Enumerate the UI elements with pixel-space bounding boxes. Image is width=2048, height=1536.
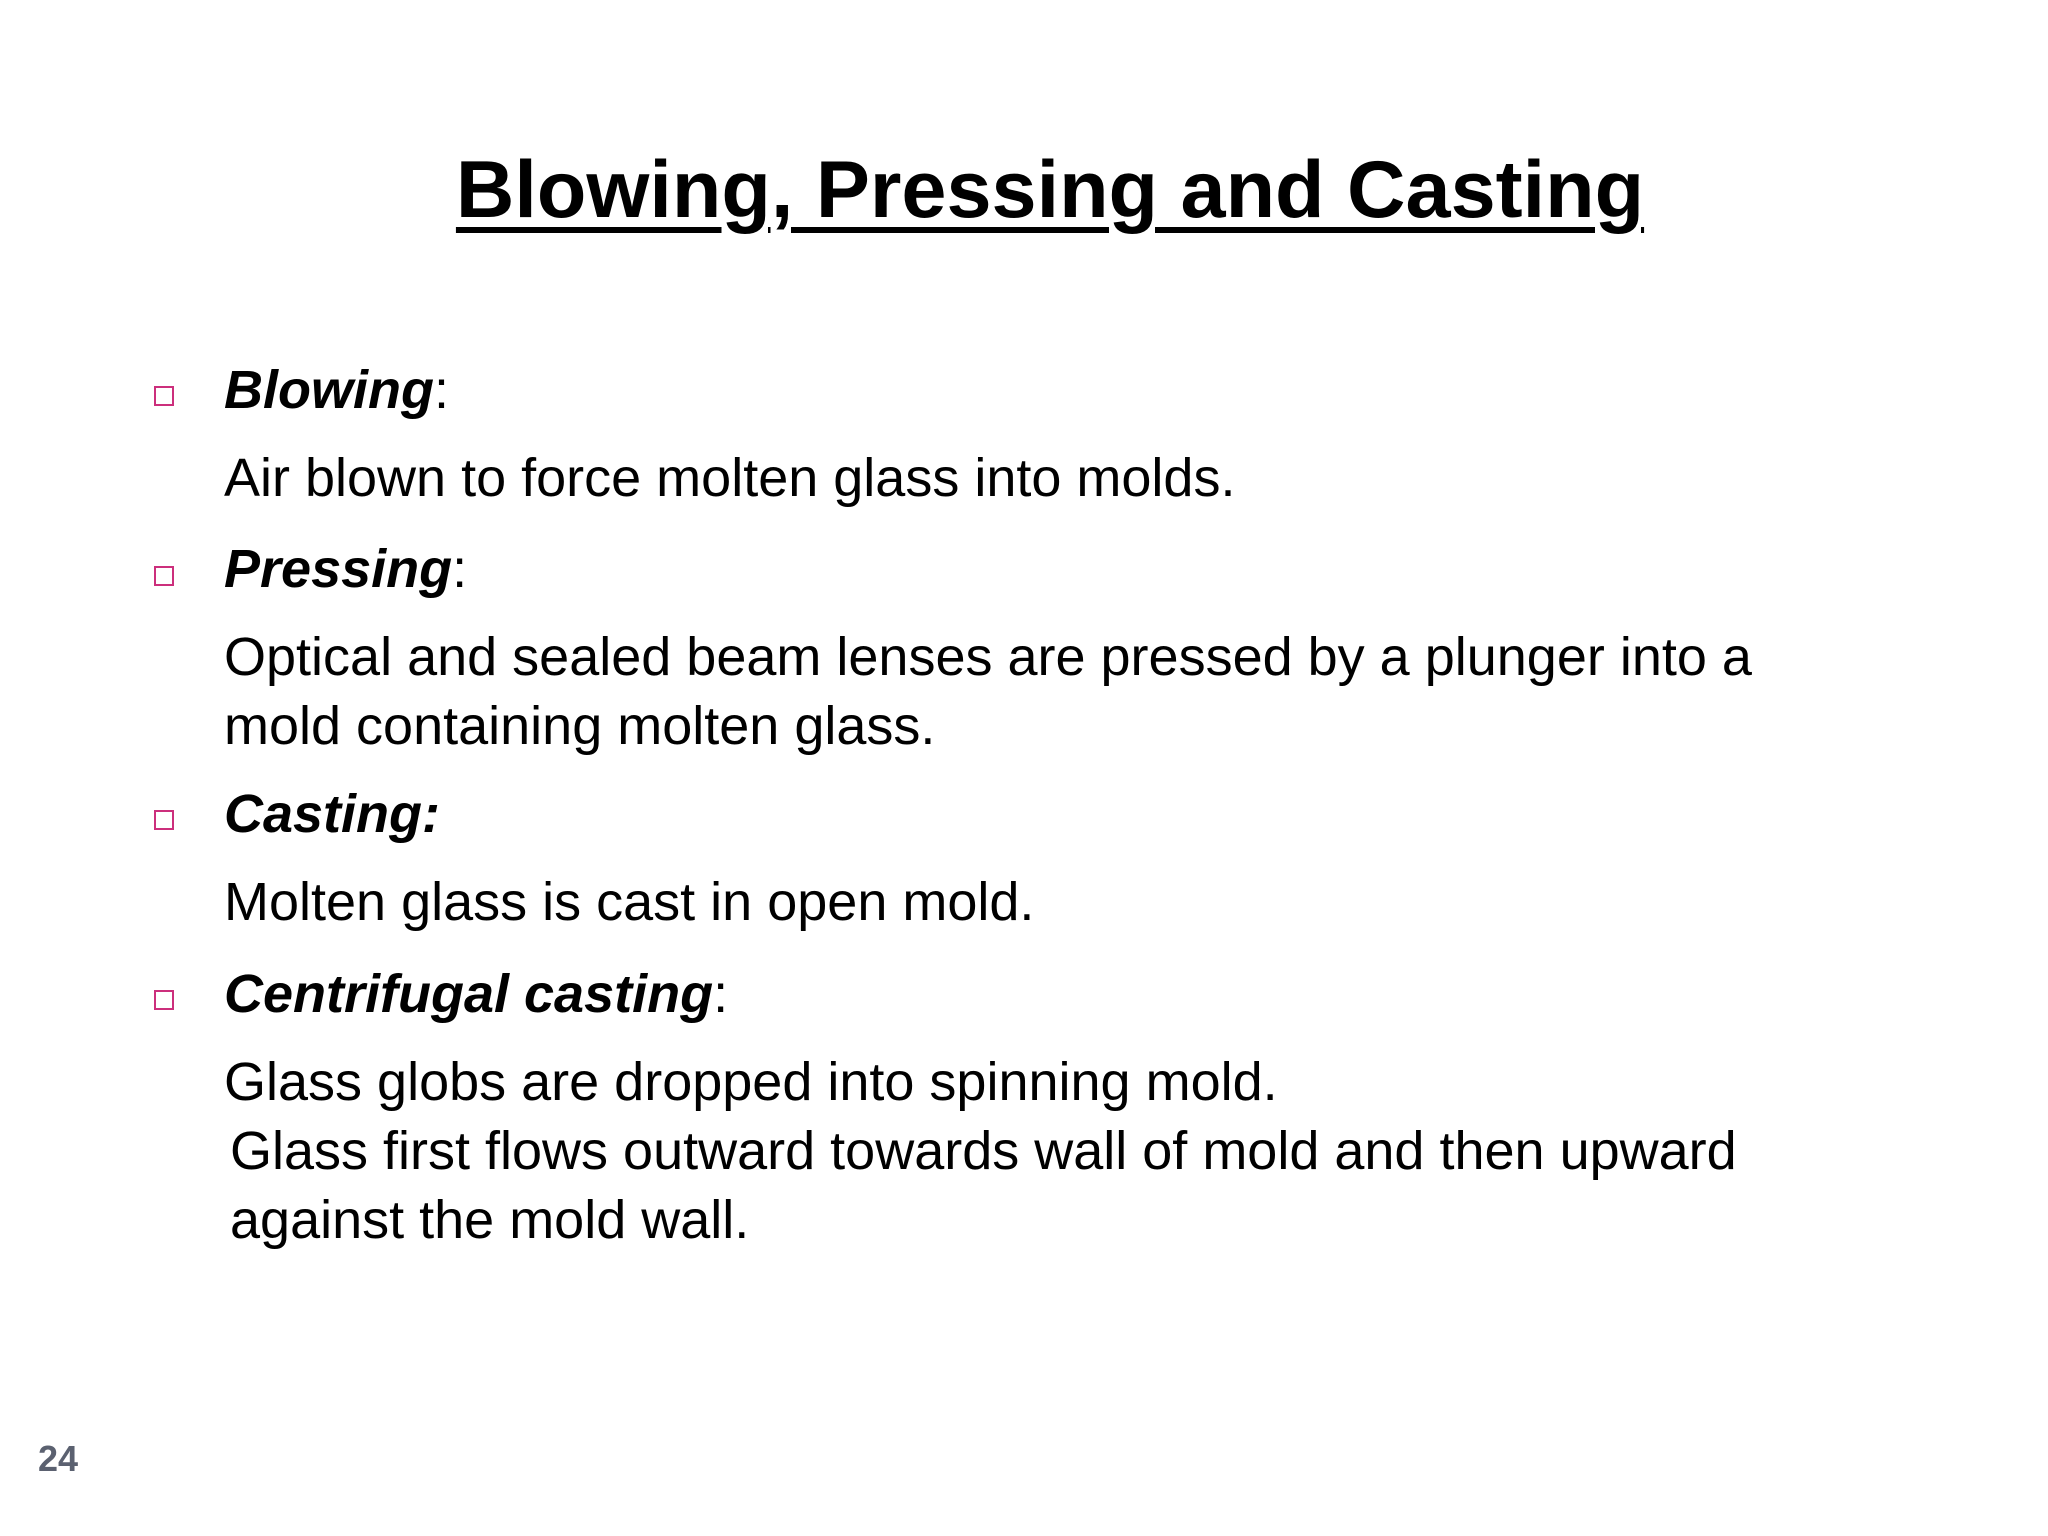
description-line: Molten glass is cast in open mold.	[224, 872, 1035, 932]
term-suffix: :	[433, 360, 449, 420]
description-line: Glass globs are dropped into spinning mold.	[224, 1052, 1278, 1112]
term-suffix: :	[713, 964, 729, 1024]
description-line: mold containing molten glass.	[224, 696, 936, 756]
term-suffix: :	[452, 539, 468, 599]
bullet-square-icon	[154, 566, 174, 586]
bullet-square-icon	[154, 810, 174, 830]
term-label: Blowing	[224, 360, 434, 420]
description-line: Optical and sealed beam lenses are pressed by a plunger into a	[224, 627, 1752, 687]
term-casting	[224, 782, 440, 846]
term-label: Pressing	[224, 539, 453, 599]
description-line: Air blown to force molten glass into molds.	[224, 448, 1236, 508]
bullet-square-icon	[154, 990, 174, 1010]
description-line: Glass first flows outward towards wall of mold and then upward	[230, 1121, 1737, 1181]
term-label: Centrifugal casting	[224, 964, 714, 1024]
page-number: 24	[38, 1438, 79, 1479]
term-pressing	[224, 537, 467, 601]
description-line: against the mold wall.	[230, 1190, 750, 1250]
term-label: Casting:	[224, 784, 440, 844]
bullet-square-icon	[154, 386, 174, 406]
term-blowing	[224, 358, 449, 422]
term-centrifugal-casting	[224, 962, 728, 1026]
slide-title: Blowing, Pressing and Casting	[455, 145, 1645, 235]
